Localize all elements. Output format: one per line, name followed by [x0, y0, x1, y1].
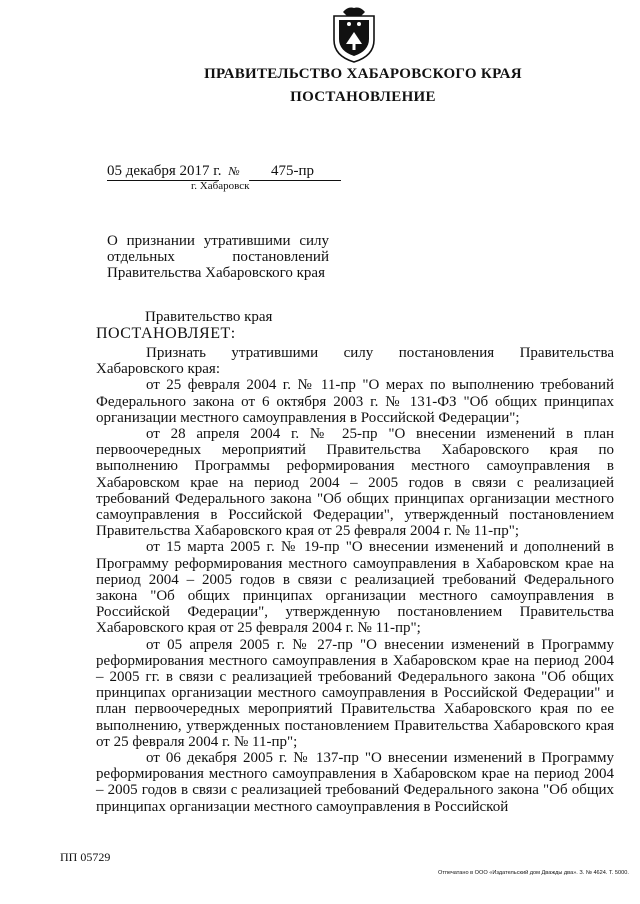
coat-of-arms-icon	[330, 6, 378, 64]
decree-body	[96, 345, 614, 815]
decree-date: 05 декабря 2017 г.	[107, 163, 222, 179]
printer-imprint: Отпечатано в ООО «Издательский дом Дважды два». З. № 4624. Т. 5000.	[438, 870, 629, 876]
body-paragraph: от 28 апреля 2004 г. № 25-пр "О внесении изменений в план первоочередных мероприятий Правительства Хабаровского края по выполнению Программы реформирования местного самоуправления в Хабаровском крае на период 2004 – 2005 годов в связи с реализацией требований Федерального закона "Об общих принципах организации местного самоуправления в Российской Федерации", утвержденный постановлением Правительства Хабаровского края от 25 февраля 2004 г. № 11-пр";	[96, 426, 614, 540]
decree-word: ПОСТАНОВЛЯЕТ:	[96, 325, 236, 342]
decree-number: 475-пр	[249, 163, 341, 181]
body-paragraph: от 15 марта 2005 г. № 19-пр "О внесении изменений и дополнений в Программу реформирования местного самоуправления в Хабаровском крае на период 2004 – 2005 годов в связи с реализацией требований Федерального закона "Об общих принципах организации местного самоуправления в Российской Федерации", утвержденную постановлением Правительства Хабаровского края от 25 февраля 2004 г. № 11-пр";	[96, 539, 614, 637]
document-code: ПП 05729	[60, 850, 111, 864]
org-name: ПРАВИТЕЛЬСТВО ХАБАРОВСКОГО КРАЯ	[204, 66, 522, 82]
body-paragraph: от 06 декабря 2005 г. № 137-пр "О внесении изменений в Программу реформирования местного самоуправления в Хабаровском крае на период 2004 – 2005 годов в связи с реализацией требований Федерального закона "Об общих принципах организации местного самоуправления в Российской	[96, 750, 614, 815]
decree-subject: О признании утратившими силу отдельных постановлений Правительства Хабаровского края	[107, 233, 329, 281]
date-number-line	[107, 163, 341, 181]
body-paragraph: от 05 апреля 2005 г. № 27-пр "О внесении изменений в Программу реформирования местного самоуправления в Хабаровском крае на период 2004 – 2005 гг. в связи с реализацией требований Федерального закона "Об общих принципах организации местного самоуправления в Российской Федерации" и план первоочередных мероприятий Правительства Хабаровского края по ее выполнению, утвержденных постановлением Правительства Хабаровского края от 25 февраля 2004 г. № 11-пр";	[96, 636, 614, 750]
body-paragraph: Признать утратившими силу постановления Правительства Хабаровского края:	[96, 345, 614, 378]
doc-type: ПОСТАНОВЛЕНИЕ	[290, 89, 436, 105]
body-paragraph: от 25 февраля 2004 г. № 11-пр "О мерах по выполнению требований Федерального закона от 6 октября 2003 г. № 131-ФЗ "Об общих принципах организации местного самоуправления в Российской Федерации";	[96, 377, 614, 426]
government-label: Правительство края	[145, 309, 273, 325]
number-sign: №	[228, 164, 240, 178]
city: г. Хабаровск	[191, 180, 250, 192]
